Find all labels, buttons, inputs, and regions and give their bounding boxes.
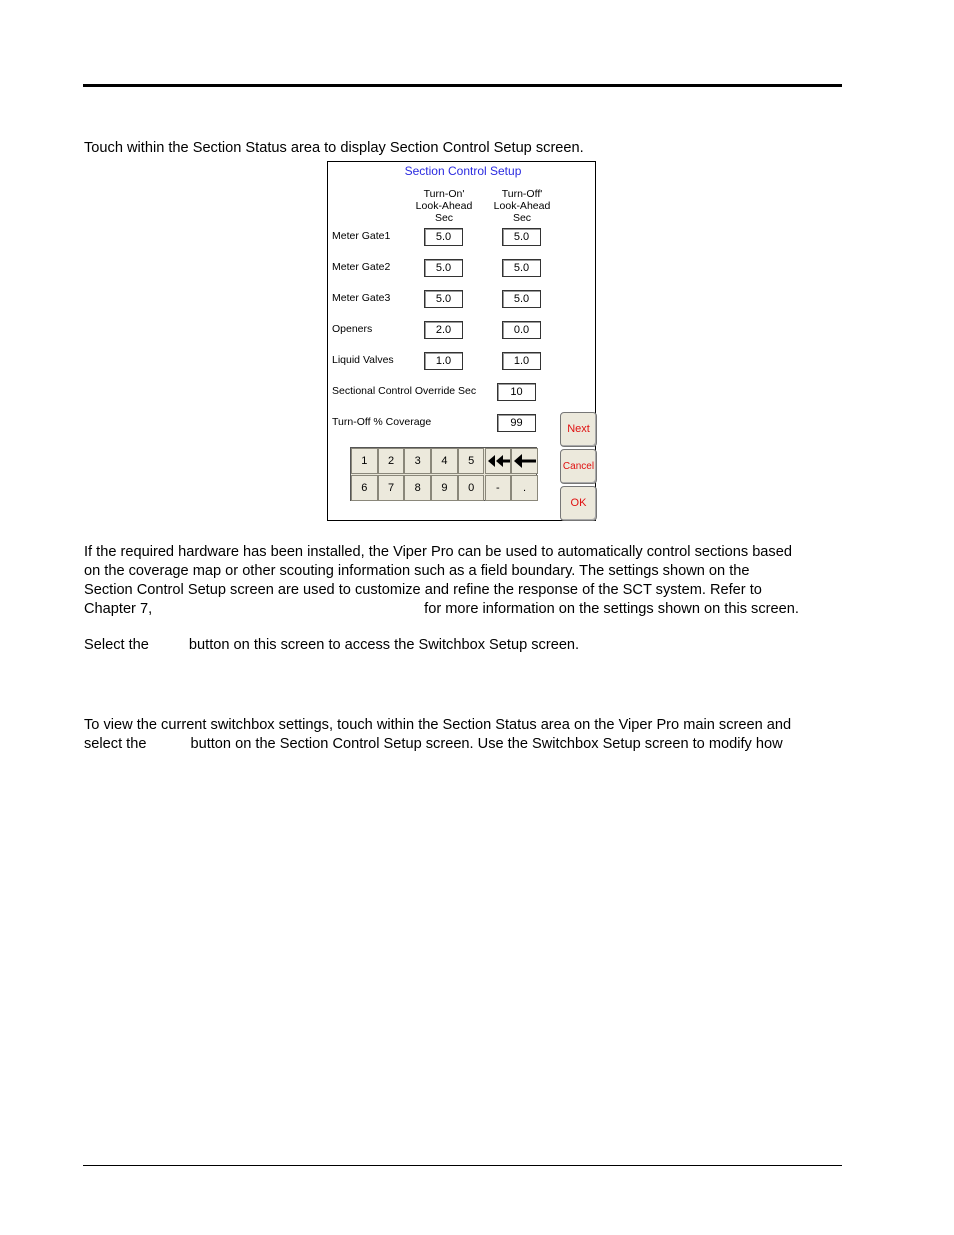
cancel-button[interactable]: Cancel (560, 449, 597, 484)
meter-gate2-off-field[interactable]: 5.0 (502, 259, 541, 277)
backspace-key[interactable] (511, 448, 538, 474)
liquid-valves-off-field[interactable]: 1.0 (502, 352, 541, 370)
header-rule (83, 84, 842, 87)
key-5[interactable]: 5 (458, 448, 485, 474)
double-arrow-left-icon (486, 449, 512, 473)
row-label-openers: Openers (332, 323, 373, 335)
meter-gate3-off-field[interactable]: 5.0 (502, 290, 541, 308)
intro-text: Touch within the Section Status area to display Section Control Setup screen. (84, 140, 584, 156)
meter-gate1-off-field[interactable]: 5.0 (502, 228, 541, 246)
footer-rule (83, 1165, 842, 1166)
row-label-meter-gate2: Meter Gate2 (332, 261, 391, 273)
openers-on-field[interactable]: 2.0 (424, 321, 463, 339)
key-9[interactable]: 9 (431, 475, 458, 501)
screen-title: Section Control Setup (404, 164, 522, 178)
next-button[interactable]: Next (560, 412, 597, 447)
turn-off-column-header: Turn-Off' Look-Ahead Sec (493, 188, 551, 224)
key-decimal[interactable]: . (511, 475, 538, 501)
row-label-meter-gate1: Meter Gate1 (332, 230, 391, 242)
key-4[interactable]: 4 (431, 448, 458, 474)
override-label: Sectional Control Override Sec (332, 385, 477, 397)
key-6[interactable]: 6 (351, 475, 378, 501)
openers-off-field[interactable]: 0.0 (502, 321, 541, 339)
arrow-left-icon (512, 449, 538, 473)
select-next-paragraph: Select the button on this screen to access the Switchbox Setup screen. (84, 637, 580, 653)
switchbox-paragraph: To view the current switchbox settings, touch within the Section Status area on the Viper Pro main screen and select the button on the Section Control Setup screen. Use the Switchbox Setup screen to modify how (84, 717, 792, 752)
coverage-field[interactable]: 99 (497, 414, 536, 432)
override-sec-field[interactable]: 10 (497, 383, 536, 401)
row-label-liquid-valves: Liquid Valves (332, 354, 394, 366)
numeric-keypad (350, 447, 537, 501)
meter-gate3-on-field[interactable]: 5.0 (424, 290, 463, 308)
key-2[interactable]: 2 (378, 448, 405, 474)
key-minus[interactable]: - (485, 475, 512, 501)
row-label-meter-gate3: Meter Gate3 (332, 292, 391, 304)
key-0[interactable]: 0 (458, 475, 485, 501)
key-1[interactable]: 1 (351, 448, 378, 474)
description-paragraph: If the required hardware has been installed, the Viper Pro can be used to automatically control sections based on the coverage map or other scouting information such as a field boundary. The settings shown on the Section Control Setup screen are used to customize and refine the response of the SCT system. Refer to Chapter 7, for more information on the settings shown on this screen. (84, 544, 799, 617)
liquid-valves-on-field[interactable]: 1.0 (424, 352, 463, 370)
clear-key[interactable] (485, 448, 512, 474)
turn-on-column-header: Turn-On' Look-Ahead Sec (415, 188, 473, 224)
meter-gate2-on-field[interactable]: 5.0 (424, 259, 463, 277)
key-7[interactable]: 7 (378, 475, 405, 501)
key-3[interactable]: 3 (404, 448, 431, 474)
section-control-setup-screenshot (327, 161, 596, 521)
coverage-label: Turn-Off % Coverage (332, 416, 432, 428)
ok-button[interactable]: OK (560, 486, 597, 521)
meter-gate1-on-field[interactable]: 5.0 (424, 228, 463, 246)
key-8[interactable]: 8 (404, 475, 431, 501)
